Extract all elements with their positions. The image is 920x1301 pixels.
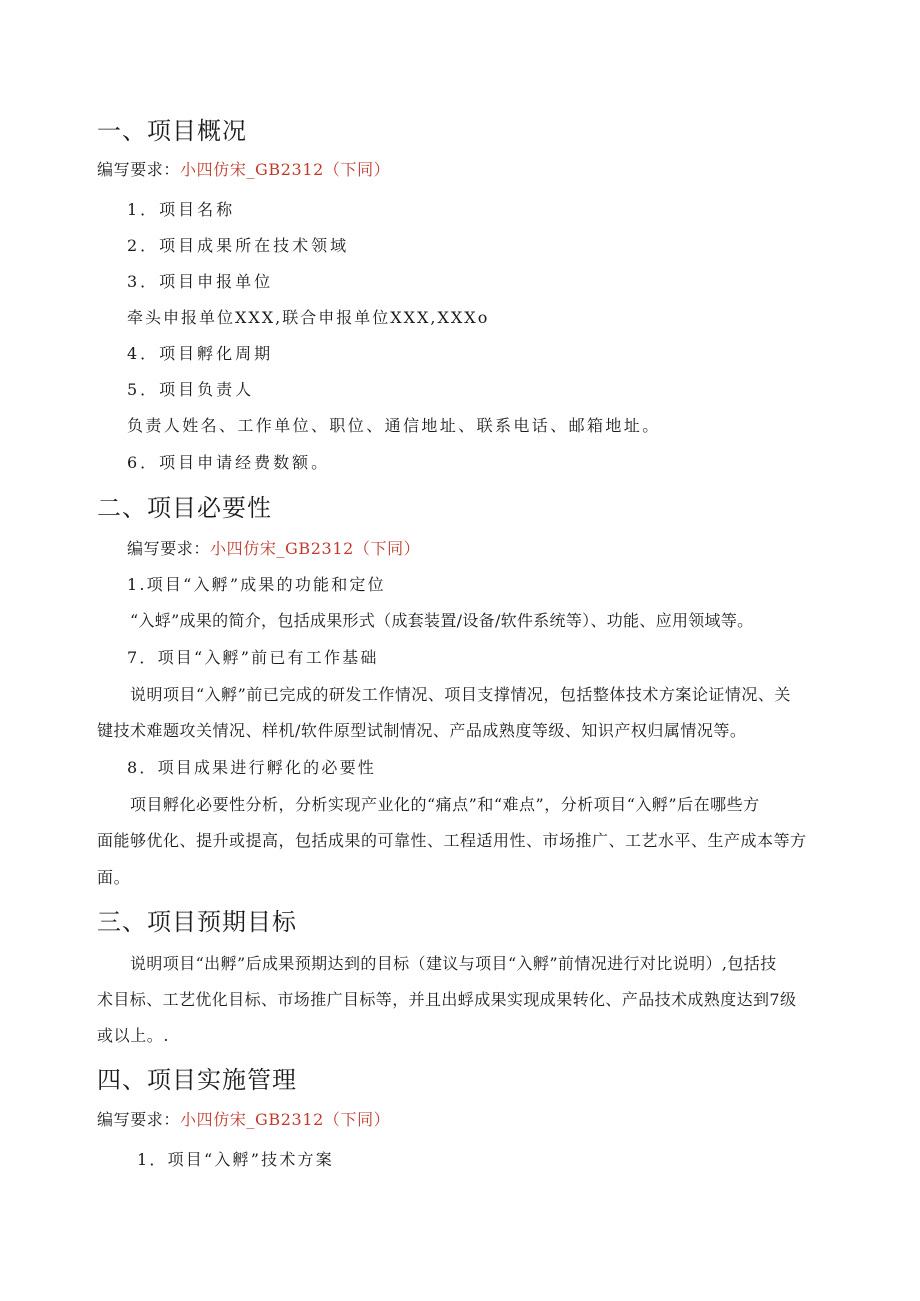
requirement-label: 编写要求： xyxy=(97,1110,181,1129)
s2-item-8-detail-line1: 项目孵化必要性分析，分析实现产业化的“痛点”和“难点”，分析项目“入孵”后在哪些方 xyxy=(130,795,760,814)
requirement-note: 小四仿宋_GB2312（下同） xyxy=(180,160,391,179)
s1-item-1: 1．项目名称 xyxy=(127,200,236,219)
s1-item-3: 3．项目申报单位 xyxy=(127,272,274,291)
s2-item-7-detail-line1: 说明项目“入孵”前已完成的研发工作情况、项目支撑情况，包括整体技术方案论证情况、关 xyxy=(130,685,791,704)
requirement-note: 小四仿宋_GB2312（下同） xyxy=(180,1110,391,1129)
section-1-requirement xyxy=(97,162,390,178)
s1-item-6: 6．项目申请经费数额。 xyxy=(127,453,331,472)
s2-item-8-detail-line2: 面能够优化、提升或提高，包括成果的可靠性、工程适用性、市场推广、工艺水平、生产成本等方 xyxy=(97,831,807,850)
s2-item-1: 1.项目“入孵”成果的功能和定位 xyxy=(127,575,386,594)
section-1-title: 一、项目概况 xyxy=(97,117,247,145)
s1-item-5: 5．项目负责人 xyxy=(127,380,255,399)
s1-item-2: 2．项目成果所在技术领域 xyxy=(127,236,350,255)
s3-detail-line2: 术目标、工艺优化目标、市场推广目标等，并且出蜉成果实现成果转化、产品技术成熟度达到7级 xyxy=(97,990,797,1009)
s3-detail-line1: 说明项目“出孵”后成果预期达到的目标（建议与项目“入孵”前情况进行对比说明）,包括技 xyxy=(130,954,777,973)
s2-item-8: 8．项目成果进行孵化的必要性 xyxy=(127,758,376,777)
requirement-label: 编写要求： xyxy=(97,160,181,179)
s2-item-7: 7．项目“入孵”前已有工作基础 xyxy=(127,648,379,667)
section-4-title: 四、项目实施管理 xyxy=(97,1066,297,1094)
s2-item-8-detail-line3: 面。 xyxy=(97,868,131,887)
s3-detail-line3: 或以上。. xyxy=(97,1026,170,1045)
s4-item-1: 1．项目“入孵”技术方案 xyxy=(137,1150,334,1169)
section-2-title: 二、项目必要性 xyxy=(97,494,272,522)
s1-item-5-detail: 负责人姓名、工作单位、职位、通信地址、联系电话、邮箱地址。 xyxy=(127,416,661,435)
s1-item-4: 4．项目孵化周期 xyxy=(127,344,274,363)
s2-item-1-detail: “入蜉”成果的简介，包括成果形式（成套装置/设备/软件系统等）、功能、应用领域等。 xyxy=(130,611,754,630)
section-2-requirement xyxy=(127,541,420,557)
requirement-note: 小四仿宋_GB2312（下同） xyxy=(210,539,421,558)
section-4-requirement xyxy=(97,1112,390,1128)
section-3-title: 三、项目预期目标 xyxy=(97,908,297,936)
s1-item-3-detail: 牵头申报单位XXX,联合申报单位XXX,XXXo xyxy=(127,308,490,327)
requirement-label: 编写要求： xyxy=(127,539,211,558)
s2-item-7-detail-line2: 键技术难题攻关情况、样机/软件原型试制情况、产品成熟度等级、知识产权归属情况等。 xyxy=(97,721,747,740)
